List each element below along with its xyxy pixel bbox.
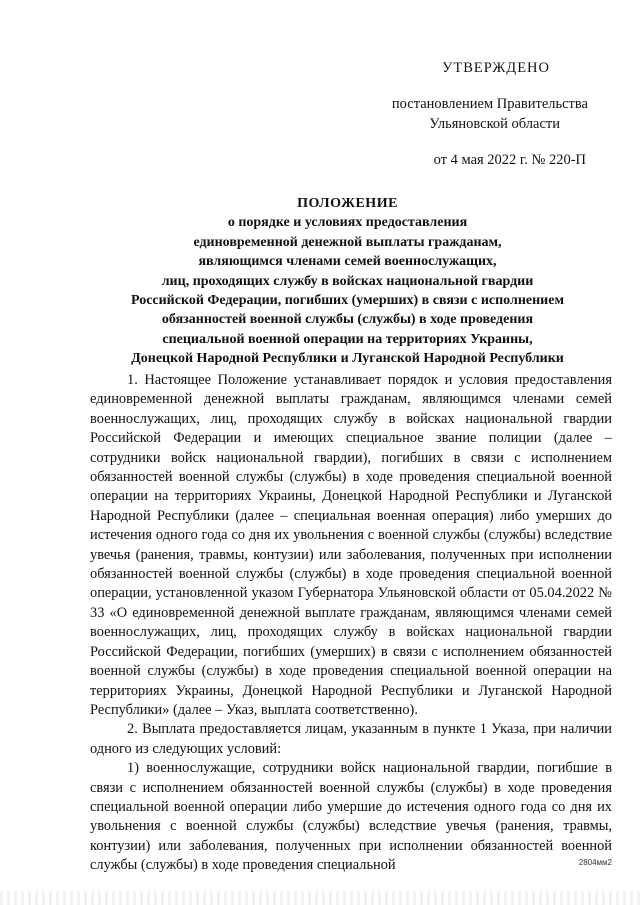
approval-line-1: постановлением Правительства bbox=[391, 96, 588, 112]
scan-artifact bbox=[0, 891, 640, 905]
approval-line-2: Ульяновской области bbox=[429, 116, 560, 132]
approved-label: УТВЕРЖДЕНО bbox=[442, 60, 550, 76]
title-heading: ПОЛОЖЕНИЕ bbox=[297, 196, 398, 211]
document-code: 2804мм2 bbox=[578, 858, 612, 867]
title-line: о порядке и условиях предоставления bbox=[227, 215, 468, 231]
document-title bbox=[95, 194, 600, 369]
title-line: специальной военной операции на территориях Украины, bbox=[162, 331, 533, 347]
title-line: Российской Федерации, погибших (умерших) в связи с исполнением bbox=[130, 293, 564, 309]
paragraph-2: 2. Выплата предоставляется лицам, указанным в пункте 1 Указа, при наличии одного из следующих условий: bbox=[90, 721, 612, 757]
title-line: обязанностей военной службы (службы) в ходе проведения bbox=[161, 312, 534, 328]
title-line: лиц, проходящих службу в войсках национальной гвардии bbox=[161, 273, 534, 289]
title-line: Донецкой Народной Республики и Луганской Народной Республики bbox=[131, 351, 564, 367]
document-body bbox=[90, 371, 612, 876]
approval-date: от 4 мая 2022 г. № 220-П bbox=[433, 152, 586, 168]
title-line: единовременной денежной выплаты гражданам, bbox=[193, 234, 502, 250]
list-item-1: 1) военнослужащие, сотрудники войск национальной гвардии, погибшие в связи с исполнением обязанностей военной службы (службы) в ходе проведения специальной военной операции либо умершие до истечения одного года со дня их увольнения с военной службы (службы) вследствие увечья (ранения, травмы, контузии) или заболевания, полученных при исполнении обязанностей военной службы (службы) в ходе проведения специальной bbox=[90, 760, 612, 874]
paragraph-1: 1. Настоящее Положение устанавливает порядок и условия предоставления единовременной денежной выплаты гражданам, являющимся членами семей военнослужащих, лиц, проходящих службу в войсках национальной гвардии Российской Федерации и имеющих специальное звание полиции (далее – сотрудники войск национальной гвардии), погибших в связи с исполнением обязанностей военной службы (службы) в ходе проведения специальной военной операции на территориях Украины, Донецкой Народной Республики и Луганской Народной Республики (далее – специальная военная операция) либо умерших до истечения одного года со дня их увольнения с военной службы (службы) вследствие увечья (ранения, травмы, контузии) или заболевания, полученных при исполнении обязанностей военной службы (службы) в ходе проведения специальной военной операции, установленной указом Губернатора Ульяновской области от 05.04.2022 № 33 «О единовременной денежной выплате гражданам, являющимся членами семей военнослужащих, лиц, проходящих службу в войсках национальной гвардии Российской Федерации, погибших (умерших) в связи с исполнением обязанностей военной службы (службы) в ходе проведения специальной военной операции на территориях Украины, Донецкой Народной Республики и Луганской Народной Республики» (далее – Указ, выплата соответственно). bbox=[90, 372, 612, 718]
title-line: являющимся членами семей военнослужащих, bbox=[198, 254, 497, 270]
